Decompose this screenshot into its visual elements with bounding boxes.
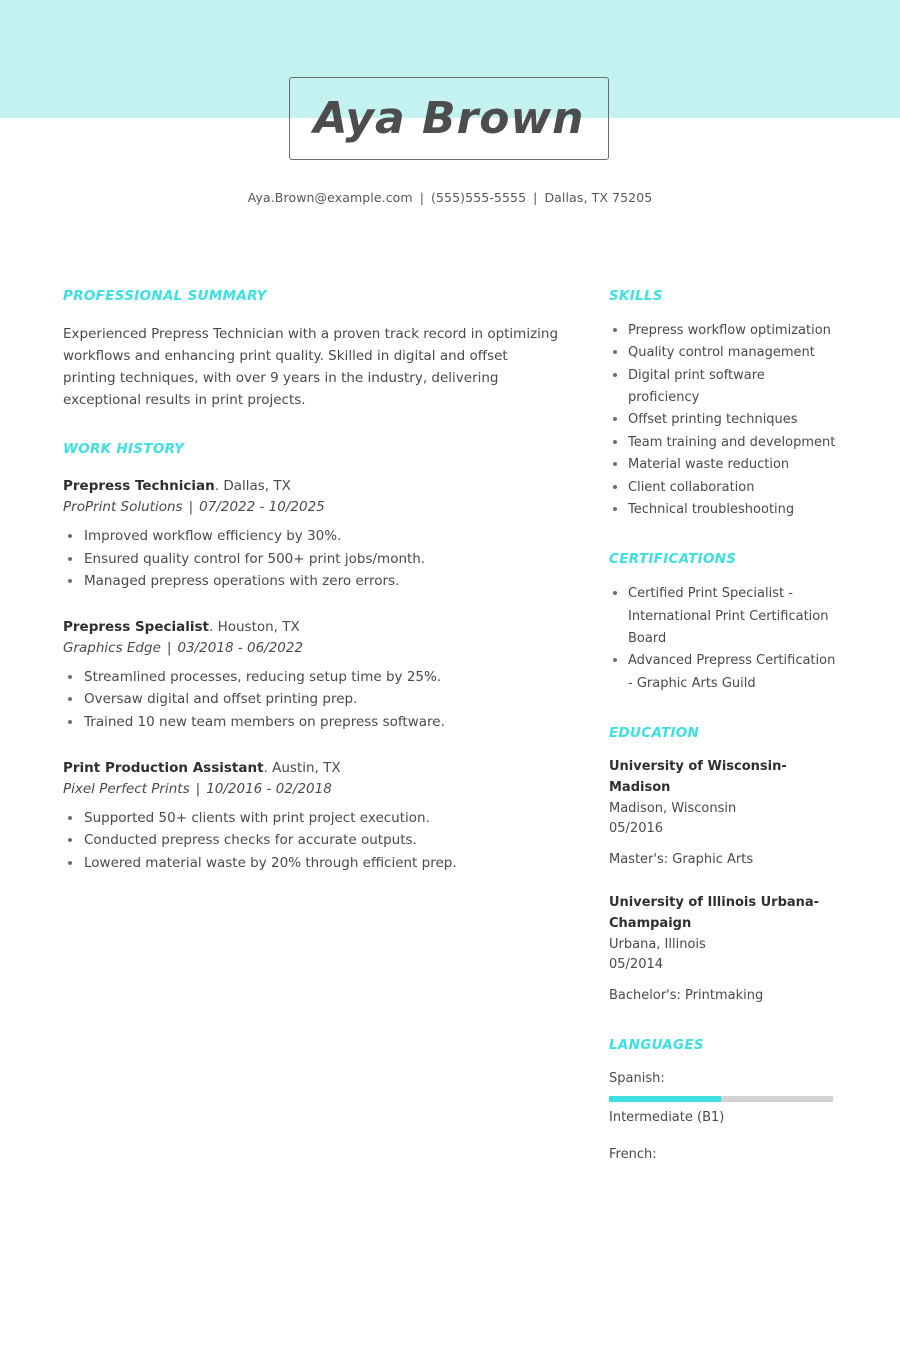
education-school: University of Wisconsin-Madison — [609, 759, 787, 795]
contact-email: Aya.Brown@example.com — [247, 190, 413, 205]
job-dates: 10/2016 - 02/2018 — [206, 780, 332, 797]
list-item: Digital print software proficiency — [609, 365, 837, 410]
job-meta — [63, 497, 563, 518]
section-title-skills: SKILLS — [609, 288, 663, 304]
education-entry — [609, 893, 837, 1007]
work-entry — [63, 476, 563, 593]
list-item: Trained 10 new team members on prepress software. — [63, 711, 563, 734]
section-languages — [609, 1037, 837, 1165]
contact-phone: (555)555-5555 — [431, 190, 527, 205]
job-company: Pixel Perfect Prints — [63, 780, 190, 797]
job-meta-separator: | — [166, 639, 172, 656]
section-title-languages: LANGUAGES — [609, 1037, 704, 1053]
education-degree: Master's: Graphic Arts — [609, 852, 754, 868]
job-title-line — [63, 758, 563, 779]
language-proficiency-bar — [609, 1096, 833, 1102]
section-title-work-history: WORK HISTORY — [63, 441, 185, 457]
contact-line — [0, 190, 900, 205]
contact-location: Dallas, TX 75205 — [544, 190, 653, 205]
list-item: Prepress workflow optimization — [609, 320, 837, 342]
education-school: University of Illinois Urbana-Champaign — [609, 895, 820, 931]
work-entry — [63, 617, 563, 734]
job-title: Prepress Technician — [63, 478, 215, 494]
skills-list — [609, 320, 837, 521]
section-certifications — [609, 551, 837, 695]
list-item: Supported 50+ clients with print project execution. — [63, 807, 563, 830]
section-title-certifications: CERTIFICATIONS — [609, 551, 737, 568]
job-meta — [63, 638, 563, 659]
job-dates: 07/2022 - 10/2025 — [199, 498, 325, 515]
job-bullets — [63, 807, 563, 875]
language-name: French: — [609, 1146, 657, 1162]
education-date: 05/2016 — [609, 821, 664, 837]
list-item: Quality control management — [609, 342, 837, 364]
list-item: Conducted prepress checks for accurate outputs. — [63, 829, 563, 852]
list-item: Lowered material waste by 20% through efficient prep. — [63, 852, 563, 875]
list-item: Offset printing techniques — [609, 409, 837, 431]
education-location: Urbana, Illinois — [609, 936, 706, 952]
language-entry — [609, 1145, 837, 1166]
list-item: Advanced Prepress Certification - Graphic Arts Guild — [609, 650, 837, 695]
list-item: Client collaboration — [609, 477, 837, 499]
left-column — [63, 288, 563, 875]
language-entry — [609, 1069, 837, 1129]
language-level: Intermediate (B1) — [609, 1109, 725, 1125]
job-title-line — [63, 617, 563, 638]
certifications-list — [609, 583, 837, 695]
list-item: Oversaw digital and offset printing prep. — [63, 688, 563, 711]
job-meta-separator: | — [188, 498, 194, 515]
job-company: ProPrint Solutions — [63, 498, 183, 515]
right-column — [609, 288, 837, 1181]
job-bullets — [63, 525, 563, 593]
job-title: Prepress Specialist — [63, 618, 209, 635]
list-item: Managed prepress operations with zero errors. — [63, 570, 563, 593]
section-work-history — [63, 441, 563, 875]
name-box — [289, 77, 609, 160]
education-date: 05/2014 — [609, 957, 664, 973]
professional-summary-text: Experienced Prepress Technician with a proven track record in optimizing workflows and enhancing print quality. Skilled in digital and offset printing techniques, with over 9 years in the industry, delivering exceptional results in print projects. — [63, 326, 559, 408]
section-title-education: EDUCATION — [609, 725, 700, 742]
job-title-line — [63, 476, 563, 497]
job-location: . Austin, TX — [263, 759, 341, 776]
language-proficiency-fill — [609, 1096, 721, 1102]
list-item: Technical troubleshooting — [609, 499, 837, 521]
section-title-professional-summary: PROFESSIONAL SUMMARY — [63, 288, 267, 304]
contact-separator-2: | — [533, 190, 538, 205]
section-professional-summary — [63, 288, 563, 411]
job-company: Graphics Edge — [63, 639, 161, 656]
job-location: . Houston, TX — [208, 618, 300, 635]
list-item: Improved workflow efficiency by 30%. — [63, 525, 563, 548]
job-dates: 03/2018 - 06/2022 — [177, 639, 304, 656]
list-item: Certified Print Specialist - International Print Certification Board — [609, 583, 837, 650]
job-title: Print Production Assistant — [63, 759, 264, 776]
list-item: Team training and development — [609, 432, 837, 454]
language-name: Spanish: — [609, 1071, 665, 1086]
job-meta-separator: | — [195, 780, 201, 797]
job-bullets — [63, 666, 563, 734]
list-item: Material waste reduction — [609, 454, 837, 476]
list-item: Ensured quality control for 500+ print jobs/month. — [63, 548, 563, 571]
job-location: . Dallas, TX — [214, 478, 291, 494]
section-skills — [609, 288, 837, 521]
list-item: Streamlined processes, reducing setup time by 25%. — [63, 666, 563, 689]
work-entry — [63, 758, 563, 875]
job-meta — [63, 779, 563, 800]
education-entry — [609, 757, 837, 871]
contact-separator-1: | — [419, 190, 425, 205]
education-degree: Bachelor's: Printmaking — [609, 988, 764, 1004]
education-location: Madison, Wisconsin — [609, 800, 737, 816]
page-title: Aya Brown — [313, 93, 585, 144]
section-education — [609, 725, 837, 1007]
